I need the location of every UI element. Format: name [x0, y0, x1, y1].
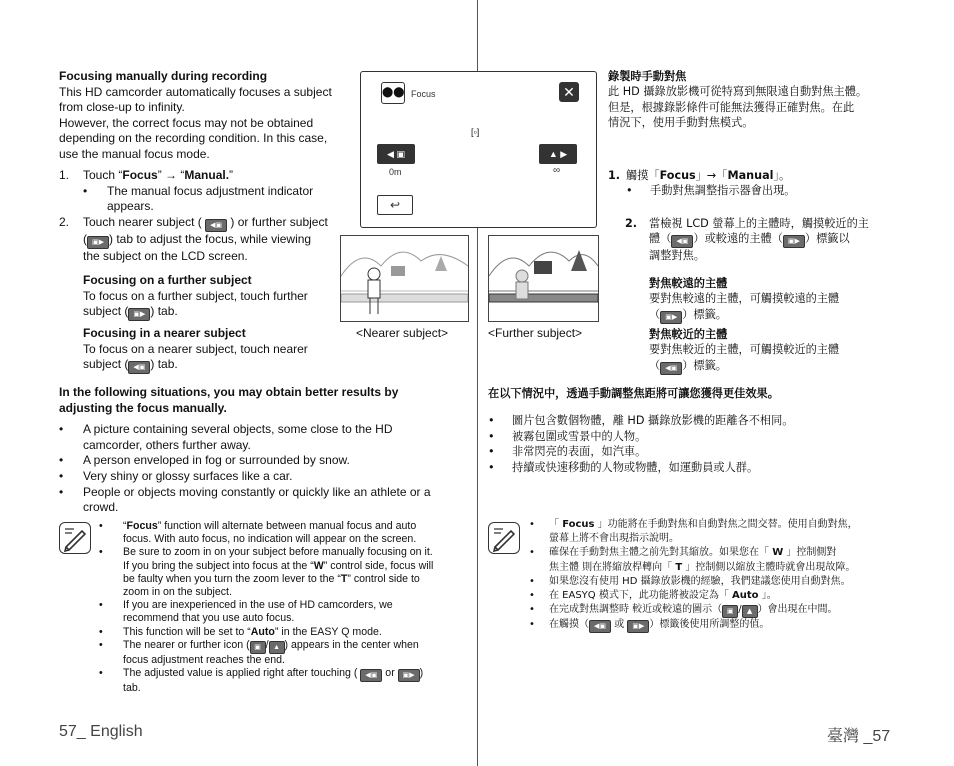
- left-notes: [99, 520, 467, 695]
- left-note-6-or: or: [385, 667, 395, 680]
- right-note-6-a: 在觸摸（: [549, 619, 589, 631]
- left-situation-4: [59, 485, 459, 516]
- right-step1-focus: Focus: [659, 169, 696, 182]
- right-situations: [488, 386, 908, 475]
- right-further: [649, 276, 909, 324]
- right-intro-2: 但是，根據錄影條件可能無法獲得正確對焦。在此: [608, 100, 855, 114]
- right-step1-bullet-text: • 手動對焦調整指示器會出現。: [650, 184, 796, 198]
- far-distance-label: ∞: [553, 165, 561, 176]
- left-footer: 57_ English: [59, 723, 143, 740]
- left-note-2-e: ” control side to: [347, 572, 420, 585]
- left-note-3: [99, 599, 467, 625]
- right-step2: [625, 216, 915, 264]
- left-situations-heading-1: In the following situations, you may obtain better results by: [59, 385, 399, 399]
- camera-mode-icon: ⬤⬤: [381, 82, 405, 104]
- right-note-2-a: 確保在手動對焦主體之前先對其縮放。如果您在「: [549, 547, 773, 559]
- further-icon: ▣▶: [398, 669, 420, 682]
- right-step2-c: ）或較遠的主體（: [693, 232, 783, 246]
- right-situations-heading: 在以下情況中，透過手動調整焦距將可讓您獲得更佳效果。: [488, 387, 779, 400]
- left-note-6-a: The adjusted value is applied right after touching (: [123, 667, 358, 680]
- left-note-3-a: • If you are inexperienced in the use of HD camcorders, we: [123, 599, 393, 612]
- right-intro-3: 情況下，使用手動對焦模式。: [608, 116, 754, 130]
- further-center-icon: ▲: [742, 605, 758, 618]
- left-situations: [59, 385, 459, 516]
- caption-further-subject: <Further subject>: [488, 326, 583, 340]
- left-further-a: To focus on a further subject, touch further: [83, 288, 308, 303]
- right-further-a: 要對焦較遠的主體，可觸摸較遠的主體: [649, 292, 840, 306]
- right-note-4: [529, 589, 934, 603]
- right-note-6-or: 或: [614, 619, 625, 631]
- left-situation-3: [59, 469, 459, 485]
- left-note-3-b: recommend that you use auto focus.: [123, 612, 295, 625]
- left-intro-1: This HD camcorder automatically focuses a subject: [59, 84, 332, 99]
- left-note-1-a: “: [123, 520, 127, 532]
- left-intro-3: However, the correct focus may not be obtained: [59, 115, 314, 130]
- left-step2-b: ) or further subject: [230, 215, 328, 229]
- left-situation-1: [59, 422, 459, 453]
- right-note-1-b: 」功能將在手動對焦和自動對焦之間交替。使用自動對焦，: [594, 519, 858, 530]
- left-step1-bullet: [83, 184, 349, 215]
- right-situation-1: [488, 413, 908, 428]
- right-step2-num: 2.: [625, 217, 638, 230]
- right-notes: [529, 518, 934, 633]
- left-situation-2: [59, 453, 459, 469]
- further-subject-tab[interactable]: ▲ ▶: [539, 144, 577, 164]
- left-step2: 2. Touch nearer subject ( ◀▣ ) or further subject ( ▣▶ ) tab to adjust the focus, while viewing the subject on the LCD screen.: [59, 215, 349, 265]
- left-intro: [59, 69, 349, 163]
- right-intro: [608, 69, 908, 131]
- right-step1-num: 1.: [608, 169, 621, 182]
- right-nearer-b: （: [649, 358, 661, 372]
- right-note-5: • 在完成對焦調整時 較近或較遠的圖示（ ▣ / ▲ ）會出現在中間。: [529, 603, 934, 618]
- left-step1-manual: Manual.: [184, 168, 230, 182]
- left-situations-heading-2: adjusting the focus manually.: [59, 400, 227, 415]
- nearer-center-icon: ▣: [250, 641, 266, 654]
- nearer-center-icon: ▣: [722, 605, 738, 618]
- right-step1: [608, 168, 908, 199]
- further-center-icon: ▲: [269, 641, 285, 654]
- nearer-icon: ◀▣: [360, 669, 382, 682]
- right-footer: [827, 723, 890, 746]
- left-note-5-c: focus adjustment reaches the end.: [123, 653, 285, 666]
- right-further-heading: 對焦較遠的主體: [649, 277, 728, 290]
- right-step1-a: 觸摸「: [626, 169, 660, 182]
- left-note-4-auto: Auto: [250, 625, 275, 638]
- right-step1-b: 」→「: [695, 169, 728, 182]
- left-note-2-t: T: [340, 572, 348, 585]
- right-note-3: [529, 575, 934, 589]
- right-note-1: [529, 518, 934, 546]
- left-note-2-w: W: [313, 559, 324, 572]
- right-footer-lang: 臺灣: [827, 728, 860, 745]
- right-note-6: [529, 618, 934, 633]
- left-further-c: ) tab.: [150, 304, 178, 319]
- left-note-5-b: ) appears in the center when: [284, 638, 419, 651]
- left-note-1-focus: Focus: [126, 520, 158, 532]
- right-nearer: [649, 327, 909, 375]
- left-situation-4-b: crowd.: [83, 500, 119, 515]
- left-step2-c: ) tab to adjust the focus, while viewing: [109, 232, 312, 246]
- right-step2-a: 當檢視 LCD 螢幕上的主體時，觸摸較近的主: [649, 217, 869, 230]
- left-note-1-b: ” function will alternate between manual focus and auto: [157, 520, 417, 532]
- right-step1-bullet: [626, 183, 908, 198]
- left-step2-a: Touch nearer subject (: [83, 215, 202, 229]
- right-step2-e: 調整對焦。: [649, 249, 705, 263]
- right-situation-2: [488, 429, 908, 444]
- left-note-2-a: • Be sure to zoom in on your subject before manually focusing on it.: [123, 546, 433, 559]
- left-situation-2-a: • A person enveloped in fog or surrounded by snow.: [83, 453, 350, 468]
- left-note-4-a: This function will be set to “: [123, 625, 251, 638]
- focus-indicator-icon: [▫]: [471, 127, 480, 137]
- right-note-1-c: 螢幕上將不會出現指示說明。: [549, 533, 679, 545]
- close-icon[interactable]: ✕: [559, 82, 579, 102]
- left-nearer-heading: Focusing in a nearer subject: [83, 326, 246, 340]
- right-note-1-focus: Focus: [562, 519, 595, 530]
- right-note-2: [529, 546, 934, 574]
- left-intro-4: depending on the recording condition. In this case,: [59, 131, 328, 146]
- left-step1-mid: ” → “: [157, 168, 185, 182]
- nearer-subject-illustration: [340, 235, 469, 322]
- left-step1: [59, 168, 349, 215]
- left-intro-2: from close-up to infinity.: [59, 100, 185, 115]
- right-note-4-auto: Auto: [732, 590, 759, 602]
- right-situation-3-text: • 非常閃亮的表面，如汽車。: [512, 445, 647, 459]
- right-situation-1-text: • 圖片包含數個物體，離 HD 攝錄放影機的距離各不相同。: [512, 414, 794, 428]
- further-icon: ▣▶: [87, 236, 109, 249]
- right-note-2-w: W: [772, 547, 784, 559]
- right-note-2-d: 」控制側以縮放主體時就會出現故障。: [682, 561, 856, 573]
- left-situation-3-a: • Very shiny or glossy surfaces like a car.: [83, 468, 293, 483]
- left-nearer-a: To focus on a nearer subject, touch nearer: [83, 341, 308, 356]
- return-button[interactable]: ↩: [377, 195, 413, 215]
- further-icon: ▣▶: [128, 308, 150, 321]
- right-intro-1: 此 HD 攝錄放影機可從特寫到無限遠自動對焦主體。: [608, 85, 868, 99]
- left-note-4: [99, 626, 467, 639]
- nearer-icon: ◀▣: [205, 219, 227, 232]
- note-icon: [59, 522, 91, 554]
- left-step2-num: 2.: [59, 215, 70, 229]
- left-note-2-b: If you bring the subject into focus at the “: [123, 559, 314, 572]
- left-further-heading: Focusing on a further subject: [83, 273, 252, 287]
- left-step1-pre: Touch “: [83, 168, 123, 182]
- right-step2-d: ）標籤以: [804, 232, 850, 246]
- right-note-1-a: 「: [549, 519, 563, 530]
- left-note-2: [99, 546, 467, 599]
- right-note-2-t: T: [675, 561, 683, 573]
- further-icon: ▣▶: [627, 620, 649, 633]
- nearer-subject-tab[interactable]: ◀ ▣: [377, 144, 415, 164]
- left-note-2-f: zoom in on the subject.: [123, 586, 232, 599]
- left-note-2-c: ” control side, focus will: [323, 559, 434, 572]
- left-step1-num: 1.: [59, 168, 70, 182]
- left-nearer: [83, 326, 343, 374]
- left-step1-bullet-1: • The manual focus adjustment indicator: [107, 183, 314, 198]
- left-situation-4-a: • People or objects moving constantly or quickly like an athlete or a: [83, 484, 431, 499]
- right-note-5-a: 在完成對焦調整時 較近或較遠的圖示（: [549, 604, 723, 616]
- left-note-6-c: tab.: [123, 682, 141, 695]
- left-note-1: [99, 520, 467, 546]
- left-nearer-b: subject (: [83, 357, 129, 372]
- right-note-5-b: ）會出現在中間。: [757, 604, 838, 616]
- nearer-icon: ◀▣: [671, 235, 693, 248]
- right-situation-4-text: • 持續或快速移動的人物或物體，如運動員或人群。: [512, 460, 759, 474]
- left-note-5: • The nearer or further icon ( ▣ / ▲ ) appears in the center when focus adjustment reaches the end.: [99, 639, 467, 667]
- left-note-5-a: The nearer or further icon (: [123, 638, 250, 651]
- left-note-1-c: focus. With auto focus, no indication will appear on the screen.: [123, 533, 417, 546]
- further-subject-illustration: [488, 235, 599, 322]
- left-note-2-d: be faulty when you turn the zoom lever to the “: [123, 572, 341, 585]
- nearer-icon: ◀▣: [660, 362, 682, 375]
- right-heading: 錄製時手動對焦: [608, 70, 687, 83]
- further-icon: ▣▶: [783, 235, 805, 248]
- left-nearer-c: ) tab.: [150, 357, 178, 372]
- right-note-4-b: 」。: [758, 590, 777, 602]
- lcd-screen: [360, 71, 597, 228]
- left-intro-5: use the manual focus mode.: [59, 146, 210, 161]
- right-note-4-a: 在 EASYQ 模式下，此功能將被設定為「: [549, 590, 733, 602]
- focus-mode-label: Focus: [411, 89, 436, 99]
- right-note-3-text: • 如果您沒有使用 HD 攝錄放影機的經驗，我們建議您使用自動對焦。: [549, 575, 851, 587]
- right-further-c: ）標籤。: [682, 307, 727, 321]
- further-icon: ▣▶: [660, 311, 682, 324]
- left-further: [83, 273, 343, 321]
- left-note-6: [99, 667, 467, 695]
- nearer-icon: ◀▣: [128, 361, 150, 374]
- left-step1-bullet-2: appears.: [107, 199, 154, 214]
- left-note-6-b: ): [419, 667, 424, 680]
- left-situation-1-b: camcorder, others further away.: [83, 437, 251, 452]
- right-situation-3: [488, 444, 908, 459]
- right-nearer-heading: 對焦較近的主體: [649, 328, 728, 341]
- right-footer-page: _57: [863, 728, 891, 745]
- left-situation-1-a: • A picture containing several objects, some close to the HD: [83, 422, 393, 437]
- left-step1-end: ”: [229, 168, 234, 182]
- near-distance-label: 0m: [389, 167, 402, 177]
- left-further-b: subject (: [83, 304, 129, 319]
- right-further-b: （: [649, 307, 661, 321]
- left-heading: Focusing manually during recording: [59, 69, 268, 83]
- caption-nearer-subject: <Nearer subject>: [356, 326, 449, 340]
- right-step2-b: 體（: [649, 232, 672, 246]
- right-situation-2-text: • 被霧包圍或雪景中的人物。: [512, 429, 647, 443]
- right-situation-4: [488, 460, 908, 475]
- right-nearer-a: 要對焦較近的主體，可觸摸較近的主體: [649, 343, 840, 357]
- right-note-6-b: ）標籤後使用所調整的值。: [649, 619, 770, 631]
- right-step1-manual: Manual: [727, 169, 774, 182]
- note-icon: [488, 522, 520, 554]
- left-step1-focus: Focus: [122, 168, 158, 182]
- right-step1-c: 」。: [773, 169, 791, 182]
- left-note-4-b: ” in the EASY Q mode.: [274, 625, 382, 638]
- right-note-2-b: 」控制側對: [783, 547, 837, 559]
- nearer-icon: ◀▣: [589, 620, 611, 633]
- right-note-2-c: 焦主體 則在將縮放桿轉向「: [549, 561, 676, 573]
- right-nearer-c: ）標籤。: [682, 358, 727, 372]
- left-step2-d: the subject on the LCD screen.: [83, 249, 248, 263]
